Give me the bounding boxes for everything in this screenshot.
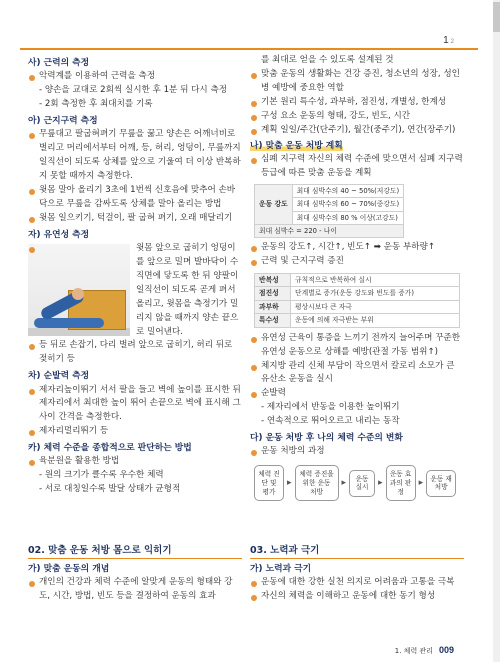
heading-overall-fitness: 카) 체력 수준을 종합적으로 판단하는 방법 (28, 443, 192, 454)
arrow-right-icon: ▸ (341, 478, 347, 489)
dash-item: - 제자리에서 반동을 이용한 높이뛰기 (261, 402, 400, 413)
footer-page-number: 009 (438, 645, 454, 655)
bullet: 악력계를 이용하여 근력을 측정 (28, 70, 242, 84)
intensity-table (254, 184, 404, 238)
dash-item: - 2회 측정한 후 최대치를 기록 (39, 99, 153, 110)
header-rule (20, 48, 478, 50)
table-label: 운동 강도 (255, 185, 293, 224)
section-rule (28, 558, 242, 559)
heading-muscle-endurance: 아) 근지구력 측정 (28, 116, 98, 127)
bullet: 운동에 대한 강한 실천 의지로 어려움과 고통을 극복 (250, 576, 464, 590)
table-cell: 최대 심박수의 80 % 이상(고강도) (292, 211, 404, 224)
table-cell: 운동에 의해 자극받는 부위 (291, 314, 460, 327)
heading-power: 차) 순발력 측정 (28, 371, 90, 382)
flow-step: 체력 진단 및 평가 (254, 465, 284, 501)
bullet: 무릎대고 팔굽혀펴기 무릎을 꿇고 양손은 어깨너비로 벌리고 머리에서부터 어깨, 등, 허리, 엉덩이, 무릎까지 일직선이 되도록 상체를 앞으로 기울여 더 이상 반복하지 못할 때까지 측정한다. (28, 128, 242, 184)
table-cell: 단계별로 증가(운동 강도와 빈도를 증가) (291, 287, 460, 300)
arrow-right-icon: ▸ (418, 478, 424, 489)
bullet: 윗몸 앞으로 굽히기 엉덩이를 앞으로 밀며 발바닥이 수직면에 닿도록 한 뒤 양팔이 일직선이 되도록 곧게 펴서 올리고, 윗몸을 측정기가 밀리지 않을 때까지 양손 끝으로 밀어낸다. (28, 242, 242, 339)
bullet: 윗몸 일으키기, 턱걸이, 팔 굽혀 펴기, 오래 매달리기 (28, 212, 242, 226)
bullet: 개인의 건강과 체력 수준에 알맞게 운동의 형태와 강도, 시간, 방법, 빈도 등을 결정하여 운동의 효과 (28, 576, 242, 604)
section-title-03: 03. 노력과 극기 (250, 545, 320, 556)
strength-principles-table (254, 273, 460, 328)
flow-step: 체력 증진을 위한 운동 처방 (295, 465, 339, 501)
bullet: 기본 원리 특수성, 과부하, 점진성, 개별성, 한계성 (250, 96, 464, 110)
flow-step: 운동 효과의 판정 (386, 465, 416, 501)
page-number: 1 2 (443, 35, 454, 46)
flow-step: 운동 실시 (349, 470, 375, 497)
table-label: 과부하 (255, 300, 291, 313)
bullet: 제자리높이뛰기 서서 팔을 들고 벽에 높이를 표시한 뒤 제자리에서 최대한 높이 뛰어 손끝으로 벽에 표시해 그 사이 간격을 측정한다. (28, 384, 242, 426)
table-label: 점진성 (255, 287, 291, 300)
bullet: 순발력 (250, 387, 464, 401)
section-title-02: 02. 맞춤 운동 처방 몸으로 익히기 (28, 545, 172, 556)
heading-effort: 가) 노력과 극기 (250, 564, 312, 574)
left-bottom (28, 560, 242, 604)
dash-item: - 서로 대칭일수록 발달 상태가 균형적 (39, 484, 181, 495)
bullet: 운동 처방의 과정 (250, 445, 464, 459)
table-label: 반복성 (255, 273, 291, 286)
table-cell: 최대 심박수의 60 ~ 70%(중강도) (292, 198, 404, 211)
prescription-flow (254, 465, 464, 501)
page-edge-tab (493, 0, 500, 662)
dash-item: - 연속적으로 뛰어오르고 내리는 동작 (261, 416, 400, 427)
bullet: 운동의 강도↑, 시간↑, 빈도↑ ➡ 운동 부하량↑ (250, 241, 464, 255)
dash-item: - 원의 크기가 클수록 우수한 체력 (39, 470, 164, 481)
continued-text: 를 최대로 얻을 수 있도록 설계된 것 (261, 55, 394, 65)
heading-prescription-plan: 나) 맞춤 운동 처방 계획 (250, 140, 343, 151)
flow-step: 운동 재처방 (426, 470, 456, 497)
heading-fitness-change: 다) 운동 처방 후 나의 체력 수준의 변화 (250, 433, 403, 444)
footer-chapter: 1. 체력 관리 (394, 647, 433, 655)
bullet: 심폐 지구력 자신의 체력 수준에 맞으면서 심폐 지구력 등급에 따른 맞춤 운동을 계획 (250, 153, 464, 181)
tab-marker (493, 2, 500, 32)
right-column (250, 54, 464, 501)
bullet: 윗몸 말아 올리기 3초에 1번씩 신호음에 맞추어 손바닥으로 무릎을 감싸도록 상체를 말아 올리는 방법 (28, 184, 242, 212)
bullet: 근력 및 근지구력 증진 (250, 255, 464, 269)
bullet: 자신의 체력을 이해하고 운동에 대한 동기 형성 (250, 590, 464, 604)
bullet: 체지방 관리 신체 부담이 작으면서 칼로리 소모가 큰 유산소 운동을 실시 (250, 360, 464, 388)
bullet: 유연성 근육이 통증을 느끼기 전까지 늘어주며 꾸준한 유연성 운동으로 상해를 예방(관절 가동 범위↑) (250, 332, 464, 360)
bullet: 등 뒤로 손잡기, 다리 벌려 앞으로 굽히기, 허리 뒤로 젖히기 등 (28, 339, 242, 367)
dash-item: - 양손을 교대로 2회씩 실시한 후 1분 뒤 다시 측정 (39, 85, 228, 96)
bullet: 구성 요소 운동의 형태, 강도, 빈도, 시간 (250, 110, 464, 124)
arrow-right-icon: ▸ (287, 478, 292, 489)
table-cell: 최대 심박수의 40 ~ 50%(저강도) (292, 185, 404, 198)
bullet: 육분원을 활용한 방법 (28, 455, 242, 469)
bullet: 제자리멀리뛰기 등 (28, 425, 242, 439)
bullet: 계획 일일/주간(단주기), 월간(중주기), 연간(장주기) (250, 124, 464, 138)
arrow-right-icon: ▸ (378, 478, 383, 489)
table-note: 최대 심박수 = 220 - 나이 (255, 224, 404, 237)
table-label: 특수성 (255, 314, 291, 327)
heading-muscle-strength: 사) 근력의 측정 (28, 58, 90, 68)
left-column (28, 54, 242, 497)
section-rule (250, 558, 464, 559)
heading-flexibility: 자) 유연성 측정 (28, 229, 90, 240)
footer (395, 643, 454, 658)
heading-custom-exercise: 가) 맞춤 운동의 개념 (28, 564, 110, 574)
table-cell: 규칙적으로 반복하여 실시 (291, 273, 460, 286)
right-bottom (250, 560, 464, 604)
table-cell: 평상시보다 큰 자극 (291, 300, 460, 313)
bullet: 맞춤 운동의 생활화는 건강 증진, 청소년의 성장, 성인병 예방에 중요한 역할 (250, 68, 464, 96)
